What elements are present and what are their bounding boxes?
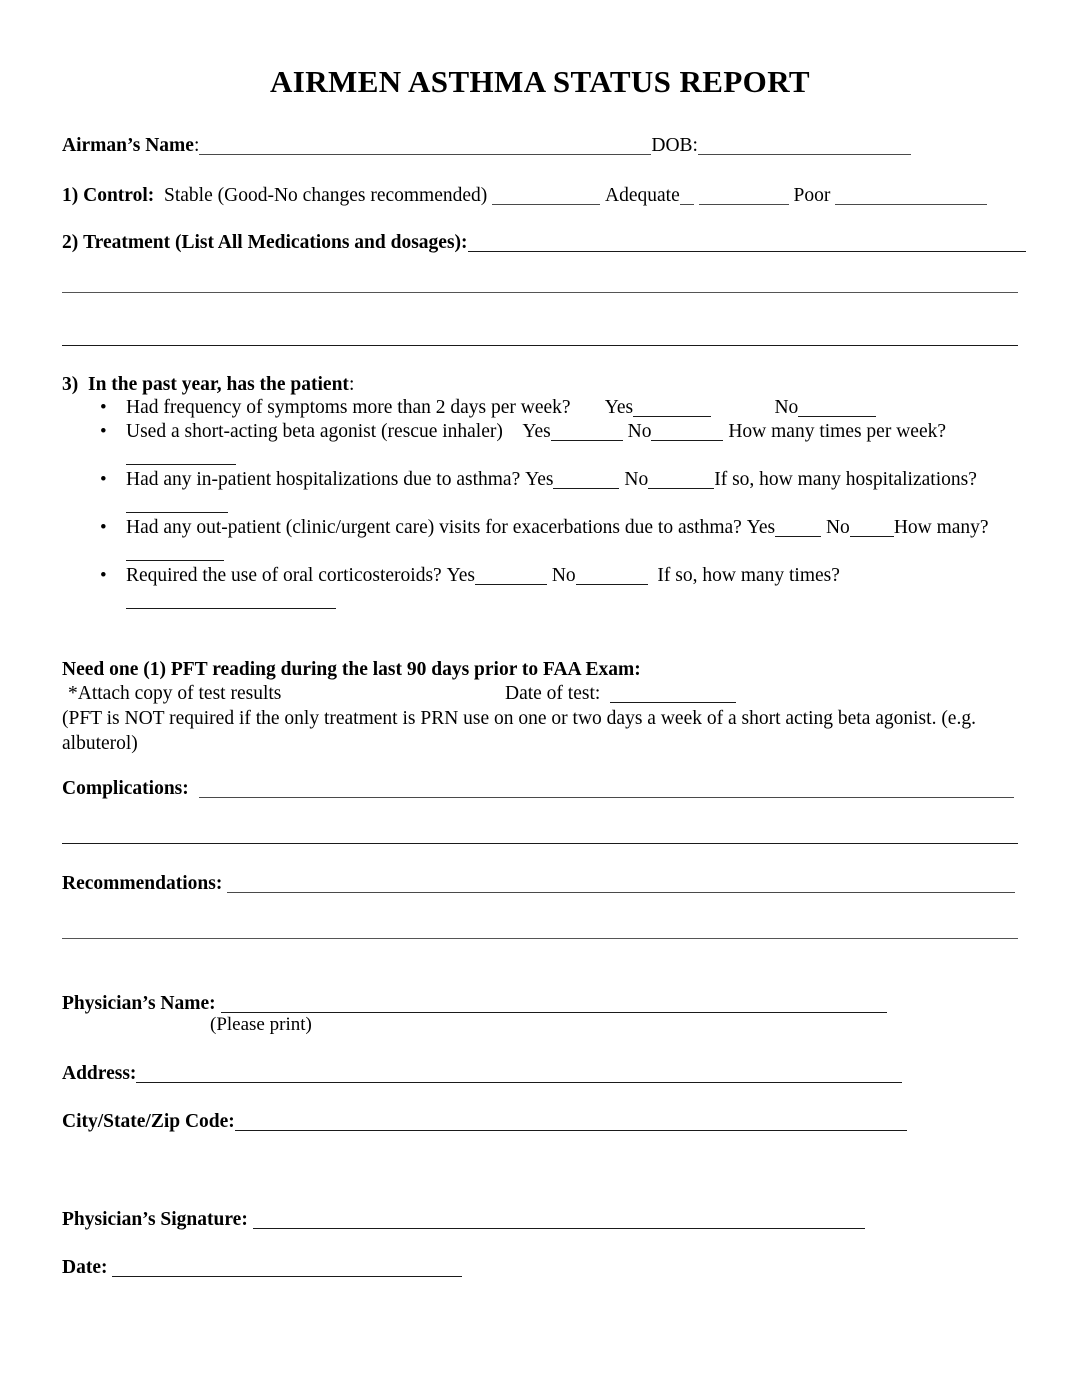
complications-row: [62, 778, 1014, 800]
pft-attach-note: *Attach copy of test results: [68, 683, 282, 704]
dob-input[interactable]: [698, 135, 911, 155]
page-title: AIRMEN ASTHMA STATUS REPORT: [270, 64, 810, 99]
list-item: [62, 516, 1022, 564]
control-stable-input[interactable]: [492, 185, 600, 205]
recommendations-input-line-1[interactable]: [227, 873, 1015, 893]
bullet-icon: •: [100, 565, 107, 586]
pft-heading: Need one (1) PFT reading during the last 90 days prior to FAA Exam:: [62, 659, 641, 680]
question-1-text: Had frequency of symptoms more than 2 days per week?: [126, 397, 571, 418]
control-option-adequate-label: Adequate: [605, 185, 680, 206]
recommendations-label: Recommendations:: [62, 873, 223, 895]
question-3-followup-label: If so, how many hospitalizations?: [714, 469, 977, 490]
question-3-no-input[interactable]: [648, 469, 714, 489]
section3-label-colon: :: [348, 374, 355, 395]
question-2-no-label: No: [627, 421, 652, 442]
question-5-yes-input[interactable]: [475, 565, 547, 585]
question-2-no-input[interactable]: [651, 421, 723, 441]
city-state-zip-label: City/State/Zip Code:: [62, 1111, 235, 1133]
section2-label: Treatment (List All Medications and dosages):: [83, 232, 468, 253]
pft-date-of-test-input[interactable]: [610, 683, 736, 703]
question-4-text: Had any out-patient (clinic/urgent care) visits for exacerbations due to asthma?: [126, 517, 742, 538]
treatment-row: [62, 231, 1026, 255]
question-5-no-label: No: [551, 565, 576, 586]
recommendations-input-line-2[interactable]: [62, 938, 1018, 939]
pft-attach-row: [62, 682, 1022, 706]
complications-input-line-1[interactable]: [199, 778, 1014, 798]
physician-signature-row: [62, 1209, 865, 1231]
question-5-followup-label: If so, how many times?: [657, 565, 840, 586]
address-input[interactable]: [136, 1063, 902, 1083]
question-5-followup-input[interactable]: [126, 589, 336, 609]
question-2-followup-input[interactable]: [126, 445, 236, 465]
treatment-input-line-2[interactable]: [62, 292, 1018, 293]
complications-input-line-2[interactable]: [62, 843, 1018, 844]
pft-section: [62, 658, 1022, 756]
city-state-zip-input[interactable]: [235, 1111, 907, 1131]
question-1-yes-input[interactable]: [633, 397, 711, 417]
question-1-yes-label: Yes: [604, 397, 634, 418]
please-print-note: (Please print): [210, 1014, 312, 1035]
section3-label: In the past year, has the patient: [88, 374, 349, 395]
recommendations-row: [62, 873, 1015, 895]
pft-date-of-test-label: Date of test:: [505, 683, 601, 704]
section2-number: 2): [62, 232, 79, 253]
question-3-no-label: No: [624, 469, 649, 490]
control-adequate-input[interactable]: [699, 185, 789, 205]
list-item: [62, 468, 1022, 516]
physician-name-row: [62, 993, 887, 1015]
address-label: Address:: [62, 1063, 137, 1085]
control-option-stable-label: Stable (Good-No changes recommended): [164, 185, 488, 206]
bullet-icon: •: [100, 469, 107, 490]
question-4-no-label: No: [825, 517, 850, 538]
bullet-icon: •: [100, 397, 107, 418]
airman-name-row: [62, 134, 911, 158]
control-poor-input[interactable]: [835, 185, 987, 205]
list-item: [62, 396, 1022, 420]
question-1-no-label: No: [774, 397, 799, 418]
physician-signature-label: Physician’s Signature:: [62, 1209, 248, 1231]
control-adequate-input-a[interactable]: [680, 185, 694, 205]
section1-number: 1): [62, 185, 79, 206]
section3-heading: [62, 373, 354, 397]
question-2-yes-label: Yes: [522, 421, 551, 442]
question-5-no-input[interactable]: [576, 565, 648, 585]
question-1-no-input[interactable]: [798, 397, 876, 417]
physician-name-label: Physician’s Name:: [62, 993, 216, 1015]
bullet-icon: •: [100, 421, 107, 442]
question-4-yes-input[interactable]: [775, 517, 821, 537]
question-5-yes-label: Yes: [446, 565, 475, 586]
question-3-text: Had any in-patient hospitalizations due to asthma?: [126, 469, 521, 490]
question-4-followup-label: How many?: [893, 517, 989, 538]
dob-label: DOB:: [651, 135, 698, 156]
pft-note: (PFT is NOT required if the only treatment is PRN use on one or two days a week of a short acting beta agonist. (e.g. albuterol): [62, 708, 976, 754]
question-4-no-input[interactable]: [850, 517, 894, 537]
date-input[interactable]: [112, 1257, 462, 1277]
pft-date-of-test-group: [505, 682, 736, 706]
airman-name-label: Airman’s Name: [62, 135, 194, 156]
date-label: Date:: [62, 1257, 108, 1279]
list-item: [62, 564, 1022, 612]
section1-label: Control:: [83, 185, 155, 206]
question-2-text: Used a short-acting beta agonist (rescue inhaler): [126, 421, 503, 442]
complications-label: Complications:: [62, 778, 189, 800]
city-state-zip-row: [62, 1111, 907, 1133]
airman-name-colon: :: [193, 135, 200, 156]
physician-signature-input[interactable]: [253, 1209, 865, 1229]
question-3-yes-input[interactable]: [553, 469, 619, 489]
past-year-question-list: [62, 396, 1022, 612]
list-item: [62, 420, 1022, 468]
date-row: [62, 1257, 462, 1279]
section3-number: 3): [62, 374, 79, 395]
question-4-yes-label: Yes: [746, 517, 776, 538]
control-option-poor-label: Poor: [793, 185, 831, 206]
question-3-yes-label: Yes: [525, 469, 554, 490]
treatment-input-line-3[interactable]: [62, 345, 1018, 346]
question-4-followup-input[interactable]: [126, 541, 224, 561]
address-row: [62, 1063, 902, 1085]
physician-name-input[interactable]: [221, 993, 887, 1013]
question-2-yes-input[interactable]: [551, 421, 623, 441]
airman-name-input[interactable]: [199, 135, 651, 155]
control-row: [62, 184, 987, 208]
bullet-icon: •: [100, 517, 107, 538]
treatment-input-line-1[interactable]: [468, 232, 1026, 252]
question-2-followup-label: How many times per week?: [728, 421, 947, 442]
question-5-text: Required the use of oral corticosteroids?: [126, 565, 442, 586]
question-3-followup-input[interactable]: [126, 493, 228, 513]
